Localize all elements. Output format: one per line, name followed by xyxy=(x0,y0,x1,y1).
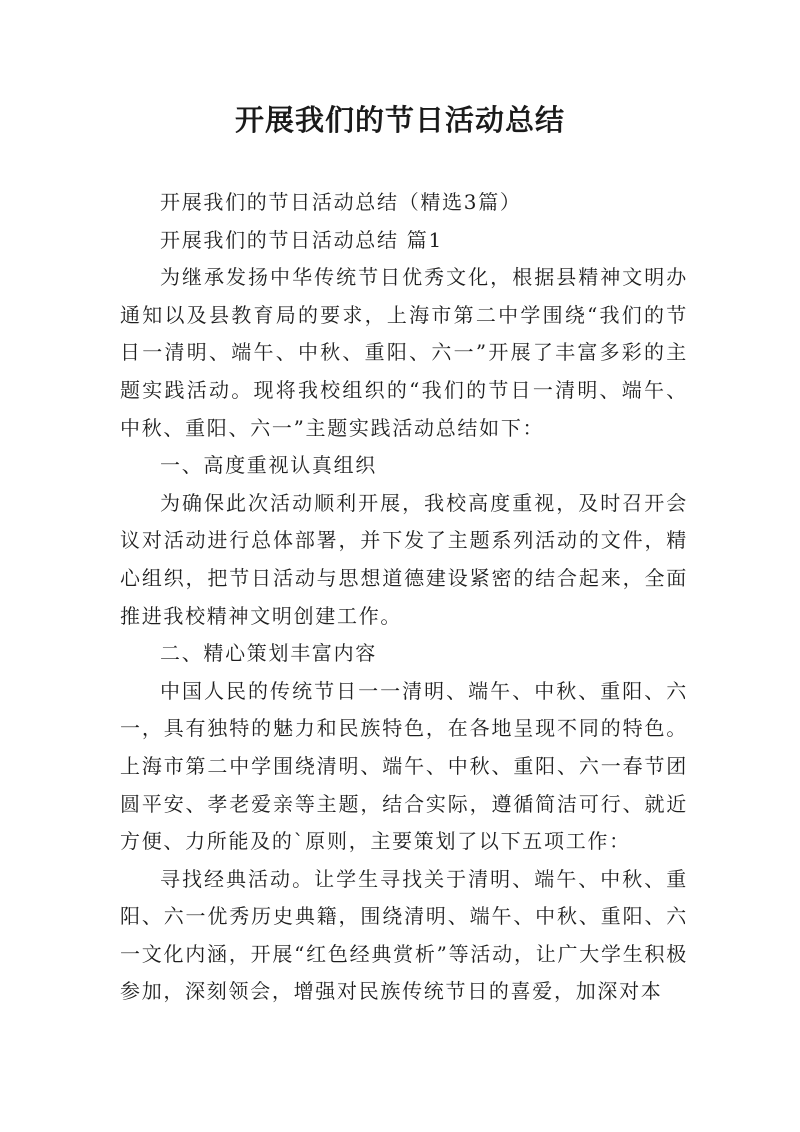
paragraph: 为确保此次活动顺利开展，我校高度重视，及时召开会议对活动进行总体部署，并下发了主题系列活动的文件，精心组织，把节日活动与思想道德建设紧密的结合起来，全面推进我校精神文明创建工作。 xyxy=(120,490,688,628)
section-heading: 一、高度重视认真组织 xyxy=(160,453,377,478)
paragraph: 寻找经典活动。让学生寻找关于清明、端午、中秋、重阳、六一优秀历史典籍，围绕清明、端午、中秋、重阳、六一文化内涵，开展“红色经典赏析”等活动，让广大学生积极参加，深刻领会，增强对民族传统节日的喜爱，加深对本 xyxy=(120,866,688,1004)
section-title: 开展我们的节日活动总结 篇1 xyxy=(160,227,443,252)
section-heading: 二、精心策划丰富内容 xyxy=(160,641,377,666)
doc-subtitle: 开展我们的节日活动总结（精选3篇） xyxy=(160,190,522,214)
paragraph: 为继承发扬中华传统节日优秀文化，根据县精神文明办通知以及县教育局的要求，上海市第二中学围绕“我们的节日一清明、端午、中秋、重阳、六一”开展了丰富多彩的主题实践活动。现将我校组织的“我们的节日一清明、端午、中秋、重阳、六一”主题实践活动总结如下： xyxy=(120,265,688,440)
paragraph: 中国人民的传统节日一一清明、端午、中秋、重阳、六一，具有独特的魅力和民族特色，在各地呈现不同的特色。上海市第二中学围绕清明、端午、中秋、重阳、六一春节团圆平安、孝老爱亲等主题，结合实际，遵循简洁可行、就近方便、力所能及的`原则，主要策划了以下五项工作： xyxy=(120,678,688,854)
document-title: 开展我们的节日活动总结 xyxy=(234,103,565,137)
document-body xyxy=(120,184,688,1011)
